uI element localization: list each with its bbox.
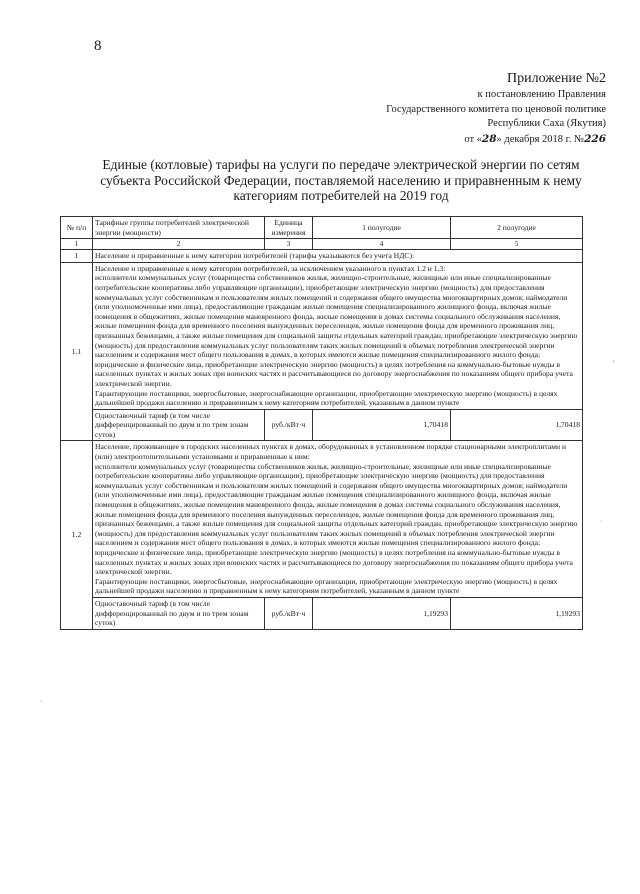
column-number: 5	[451, 239, 583, 250]
description-paragraph: юридические и физические лица, приобретающие электрическую энергию (мощность) в целях потребления на коммунально-бытовые нужды в населенных пунктах и жилых зонах при воинских частях и рассчитывающиеся по договору энергоснабжения по показаниям общего прибора учета электрической энергии.	[95, 359, 573, 388]
description-paragraph: Гарантирующие поставщики, энергосбытовые, энергоснабжающие организации, приобретающие электрическую энергию (мощность) в целях дальнейшей продажи населению и приравненным к нему категориям потребителей, указанным в данном пункте	[95, 388, 558, 408]
tariff-table	[60, 216, 583, 630]
page-number: 8	[94, 38, 102, 54]
header-num: № п/п	[61, 217, 93, 239]
header-unit: Единица измерения	[265, 217, 313, 239]
tariff-unit: руб./кВт·ч	[265, 597, 313, 629]
appendix-line-3: Республики Саха (Якутия)	[487, 118, 606, 129]
row-description	[93, 262, 583, 409]
column-numbers-row	[61, 239, 583, 250]
row-description	[93, 441, 583, 598]
tariff-row	[61, 409, 583, 441]
description-paragraph: исполнители коммунальных услуг (товарищества собственников жилья, жилищно-строительные, жилищные или иные специализированные потребительские кооперативы либо управляющие организации), приобретающие электрическую энергию (мощность) для предоставления коммунальных услуг собственникам и пользователям жилых помещений и содержания общего имущества многоквартирных домов; наймодатели (или уполномоченные ими лица), предоставляющие гражданам жилые помещения специализированного жилищного фонда, включая жилые помещения в общежитиях, жилые помещения маневренного фонда, жилые помещения в домах системы социального обслуживания населения, жилые помещения фонда для временного поселения вынужденных переселенцев, жилые помещения фонда для временного проживания лиц, признанных беженцами, а также жилые помещения для социальной защиты отдельных категорий граждан, приобретающие электрическую энергию (мощность) для предоставления коммунальных услуг пользователям таких жилых помещений в объемах потребления электрической энергии населением и содержания мест общего пользования в домах, в которых имеются жилые помещения специализированного жилого фонда;	[95, 273, 578, 360]
tariff-half-2: 1,19293	[451, 597, 583, 629]
tariff-label: Одноставочный тариф (в том числе дифференцированный по двум и по трем зонам суток)	[93, 597, 265, 629]
tariff-half-1: 1,19293	[313, 597, 451, 629]
description-paragraph: Гарантирующие поставщики, энергосбытовые, энергоснабжающие организации, приобретающие электрическую энергию (мощность) в целях дальнейшей продажи населению и приравненным к нему категориям потребителей, указанным в данном пункте	[95, 576, 558, 596]
tariff-row	[61, 597, 583, 629]
section-row	[61, 250, 583, 263]
scan-speck	[612, 360, 615, 363]
title-line-1: Единые (котловые) тарифы на услуги по передаче электрической энергии по сетям	[102, 157, 580, 172]
section-num: 1	[61, 250, 93, 263]
order-mid: » декабря 2018 г. №	[496, 133, 585, 145]
table-header-row	[61, 217, 583, 239]
appendix-line-2: Государственного комитета по ценовой политике	[386, 103, 606, 115]
title-line-2: субъекта Российской Федерации, поставляемой населению и приравненным к нему	[100, 172, 582, 188]
order-day: 28	[481, 132, 497, 145]
header-group: Тарифные группы потребителей электрической энергии (мощности)	[93, 217, 265, 239]
column-number: 2	[93, 239, 265, 250]
tariff-half-2: 1,70418	[451, 409, 583, 441]
description-paragraph: Население и приравненные к нему категории потребителей, за исключением указанного в пунктах 1.2 и 1.3:	[95, 263, 446, 273]
tariff-unit: руб./кВт·ч	[265, 409, 313, 441]
description-paragraph: Население, проживающее в городских населенных пунктах в домах, оборудованных в установленном порядке стационарными электроплитами и (или) электроотопительными установками и приравненные к ним:	[95, 442, 567, 462]
appendix-line-1: к постановлению Правления	[477, 89, 606, 100]
table-row	[61, 441, 583, 598]
table-row	[61, 262, 583, 409]
scan-speck	[600, 520, 602, 522]
description-paragraph: юридические и физические лица, приобретающие электрическую энергию (мощность) в целях потребления на коммунально-бытовые нужды в населенных пунктах и жилых зонах при воинских частях и рассчитывающиеся по договору энергоснабжения по показаниям общего прибора учета электрической энергии.	[95, 548, 573, 577]
column-number: 1	[61, 239, 93, 250]
column-number: 3	[265, 239, 313, 250]
description-paragraph: исполнители коммунальных услуг (товарищества собственников жилья, жилищно-строительные, жилищные или иные специализированные потребительские кооперативы либо управляющие организации), приобретающие электрическую энергию (мощность) для предоставления коммунальных услуг собственникам и пользователям жилых помещений и содержания общего имущества многоквартирных домов; наймодатели (или уполномоченные ими лица), предоставляющие гражданам жилые помещения специализированного жилищного фонда, включая жилые помещения в общежитиях, жилые помещения маневренного фонда, жилые помещения в домах системы социального обслуживания населения, жилые помещения фонда для временного поселения вынужденных переселенцев, жилые помещения фонда для временного проживания лиц, признанных беженцами, а также жилые помещения для социальной защиты отдельных категорий граждан, приобретающие электрическую энергию (мощность) для предоставления коммунальных услуг пользователям таких жилых помещений в объемах потребления электрической энергии населением и содержания мест общего пользования в домах, в которых имеются жилые помещения специализированного жилого фонда;	[95, 461, 578, 548]
column-number: 4	[313, 239, 451, 250]
order-number: 226	[584, 132, 606, 145]
appendix-title: Приложение №2	[507, 71, 606, 86]
tariff-half-1: 1,70418	[313, 409, 451, 441]
header-half-1: 1 полугодие	[313, 217, 451, 239]
title-line-3: категориям потребителей на 2019 год	[233, 188, 449, 203]
order-prefix: от «	[464, 133, 482, 145]
tariff-label: Одноставочный тариф (в том числе дифференцированный по двум и по трем зонам суток)	[93, 409, 265, 441]
document-title	[100, 157, 582, 204]
scan-speck	[40, 700, 42, 702]
appendix-block	[306, 70, 606, 147]
order-line	[306, 132, 606, 148]
row-num: 1.1	[61, 262, 93, 441]
header-half-2: 2 полугодие	[451, 217, 583, 239]
row-num: 1.2	[61, 441, 93, 629]
section-text: Население и приравненные к нему категории потребителей (тарифы указываются без учета НДС):	[93, 250, 583, 263]
